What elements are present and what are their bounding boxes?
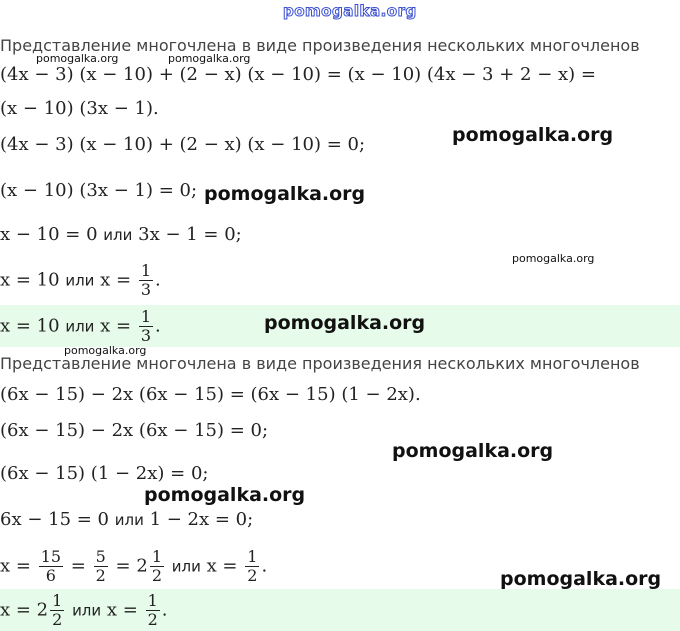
fraction: [139, 308, 153, 345]
problem-2-heading: Представление многочлена в виде произведения нескольких многочленов: [0, 354, 640, 373]
problem-1-line-3: (4x − 3) (x − 10) + (2 − x) (x − 10) = 0;: [0, 134, 366, 155]
fraction: [94, 548, 108, 585]
period: .: [161, 599, 168, 621]
problem-1-answer: [0, 308, 161, 345]
problem-2-line-2: (6x − 15) − 2x (6x − 15) = 0;: [0, 420, 269, 441]
fraction: [245, 548, 259, 585]
or-word: или: [72, 601, 102, 620]
fraction: [50, 592, 64, 629]
watermark-large: pomogalka.org: [500, 568, 662, 590]
problem-2-line-5: [0, 548, 267, 585]
denominator: 2: [147, 610, 158, 629]
equation: 6x − 15 = 0: [0, 509, 110, 530]
denominator: 2: [52, 610, 63, 629]
numerator: 1: [140, 261, 152, 280]
equation: x =: [206, 555, 238, 577]
numerator: 15: [40, 547, 62, 566]
watermark-large: pomogalka.org: [264, 312, 426, 334]
equation: = 2: [115, 555, 148, 577]
period: .: [155, 315, 161, 337]
numerator: 1: [140, 307, 152, 326]
watermark-large: pomogalka.org: [144, 484, 306, 506]
equation: x − 10 = 0: [0, 224, 98, 245]
equation: 1 − 2x = 0;: [149, 509, 254, 530]
equation: x = 2: [0, 599, 49, 621]
denominator: 2: [95, 566, 106, 585]
equation: 3x − 1 = 0;: [138, 224, 242, 245]
problem-1-line-2: (x − 10) (3x − 1).: [0, 98, 159, 119]
denominator: 2: [151, 566, 162, 585]
numerator: 5: [95, 547, 106, 566]
or-word: или: [114, 511, 144, 529]
problem-1-line-1: (4x − 3) (x − 10) + (2 − x) (x − 10) = (x − 10) (4x − 3 + 2 − x) =: [0, 64, 596, 85]
problem-1-heading: Представление многочлена в виде произведения нескольких многочленов: [0, 36, 640, 55]
equation: x =: [100, 315, 132, 337]
equation: x =: [100, 269, 132, 291]
fraction: [146, 592, 160, 629]
or-word: или: [171, 557, 201, 576]
numerator: 1: [147, 591, 158, 610]
numerator: 1: [151, 547, 162, 566]
fraction: [39, 548, 63, 585]
problem-2-answer: [0, 592, 168, 629]
problem-2-line-4: [0, 509, 253, 531]
watermark-large: pomogalka.org: [452, 124, 614, 146]
equation: x =: [106, 599, 138, 621]
problem-1-line-4: (x − 10) (3x − 1) = 0;: [0, 180, 198, 201]
denominator: 3: [140, 326, 152, 345]
watermark-large: pomogalka.org: [204, 183, 366, 205]
denominator: 3: [140, 280, 152, 299]
watermark-small: pomogalka.org: [36, 52, 119, 65]
denominator: 6: [45, 566, 56, 585]
or-word: или: [65, 271, 95, 290]
period: .: [155, 269, 161, 291]
watermark-small: pomogalka.org: [168, 52, 251, 65]
problem-1-line-6: [0, 262, 161, 299]
equals-sign: =: [70, 555, 86, 577]
denominator: 2: [247, 566, 258, 585]
numerator: 1: [52, 591, 63, 610]
numerator: 1: [247, 547, 258, 566]
equation: x = 10: [0, 269, 60, 291]
watermark-top: pomogalka.org: [283, 2, 417, 20]
or-word: или: [65, 317, 95, 336]
equation: x = 10: [0, 315, 60, 337]
problem-2-line-1: (6x − 15) − 2x (6x − 15) = (6x − 15) (1 − 2x).: [0, 384, 421, 405]
watermark-small: pomogalka.org: [512, 252, 595, 265]
equation: x =: [0, 555, 31, 577]
period: .: [261, 555, 268, 577]
problem-1-line-5: [0, 224, 242, 246]
or-word: или: [103, 226, 133, 244]
fraction: [139, 262, 153, 299]
watermark-small: pomogalka.org: [64, 344, 147, 357]
watermark-large: pomogalka.org: [392, 440, 554, 462]
problem-2-line-3: (6x − 15) (1 − 2x) = 0;: [0, 463, 209, 484]
fraction: [150, 548, 164, 585]
